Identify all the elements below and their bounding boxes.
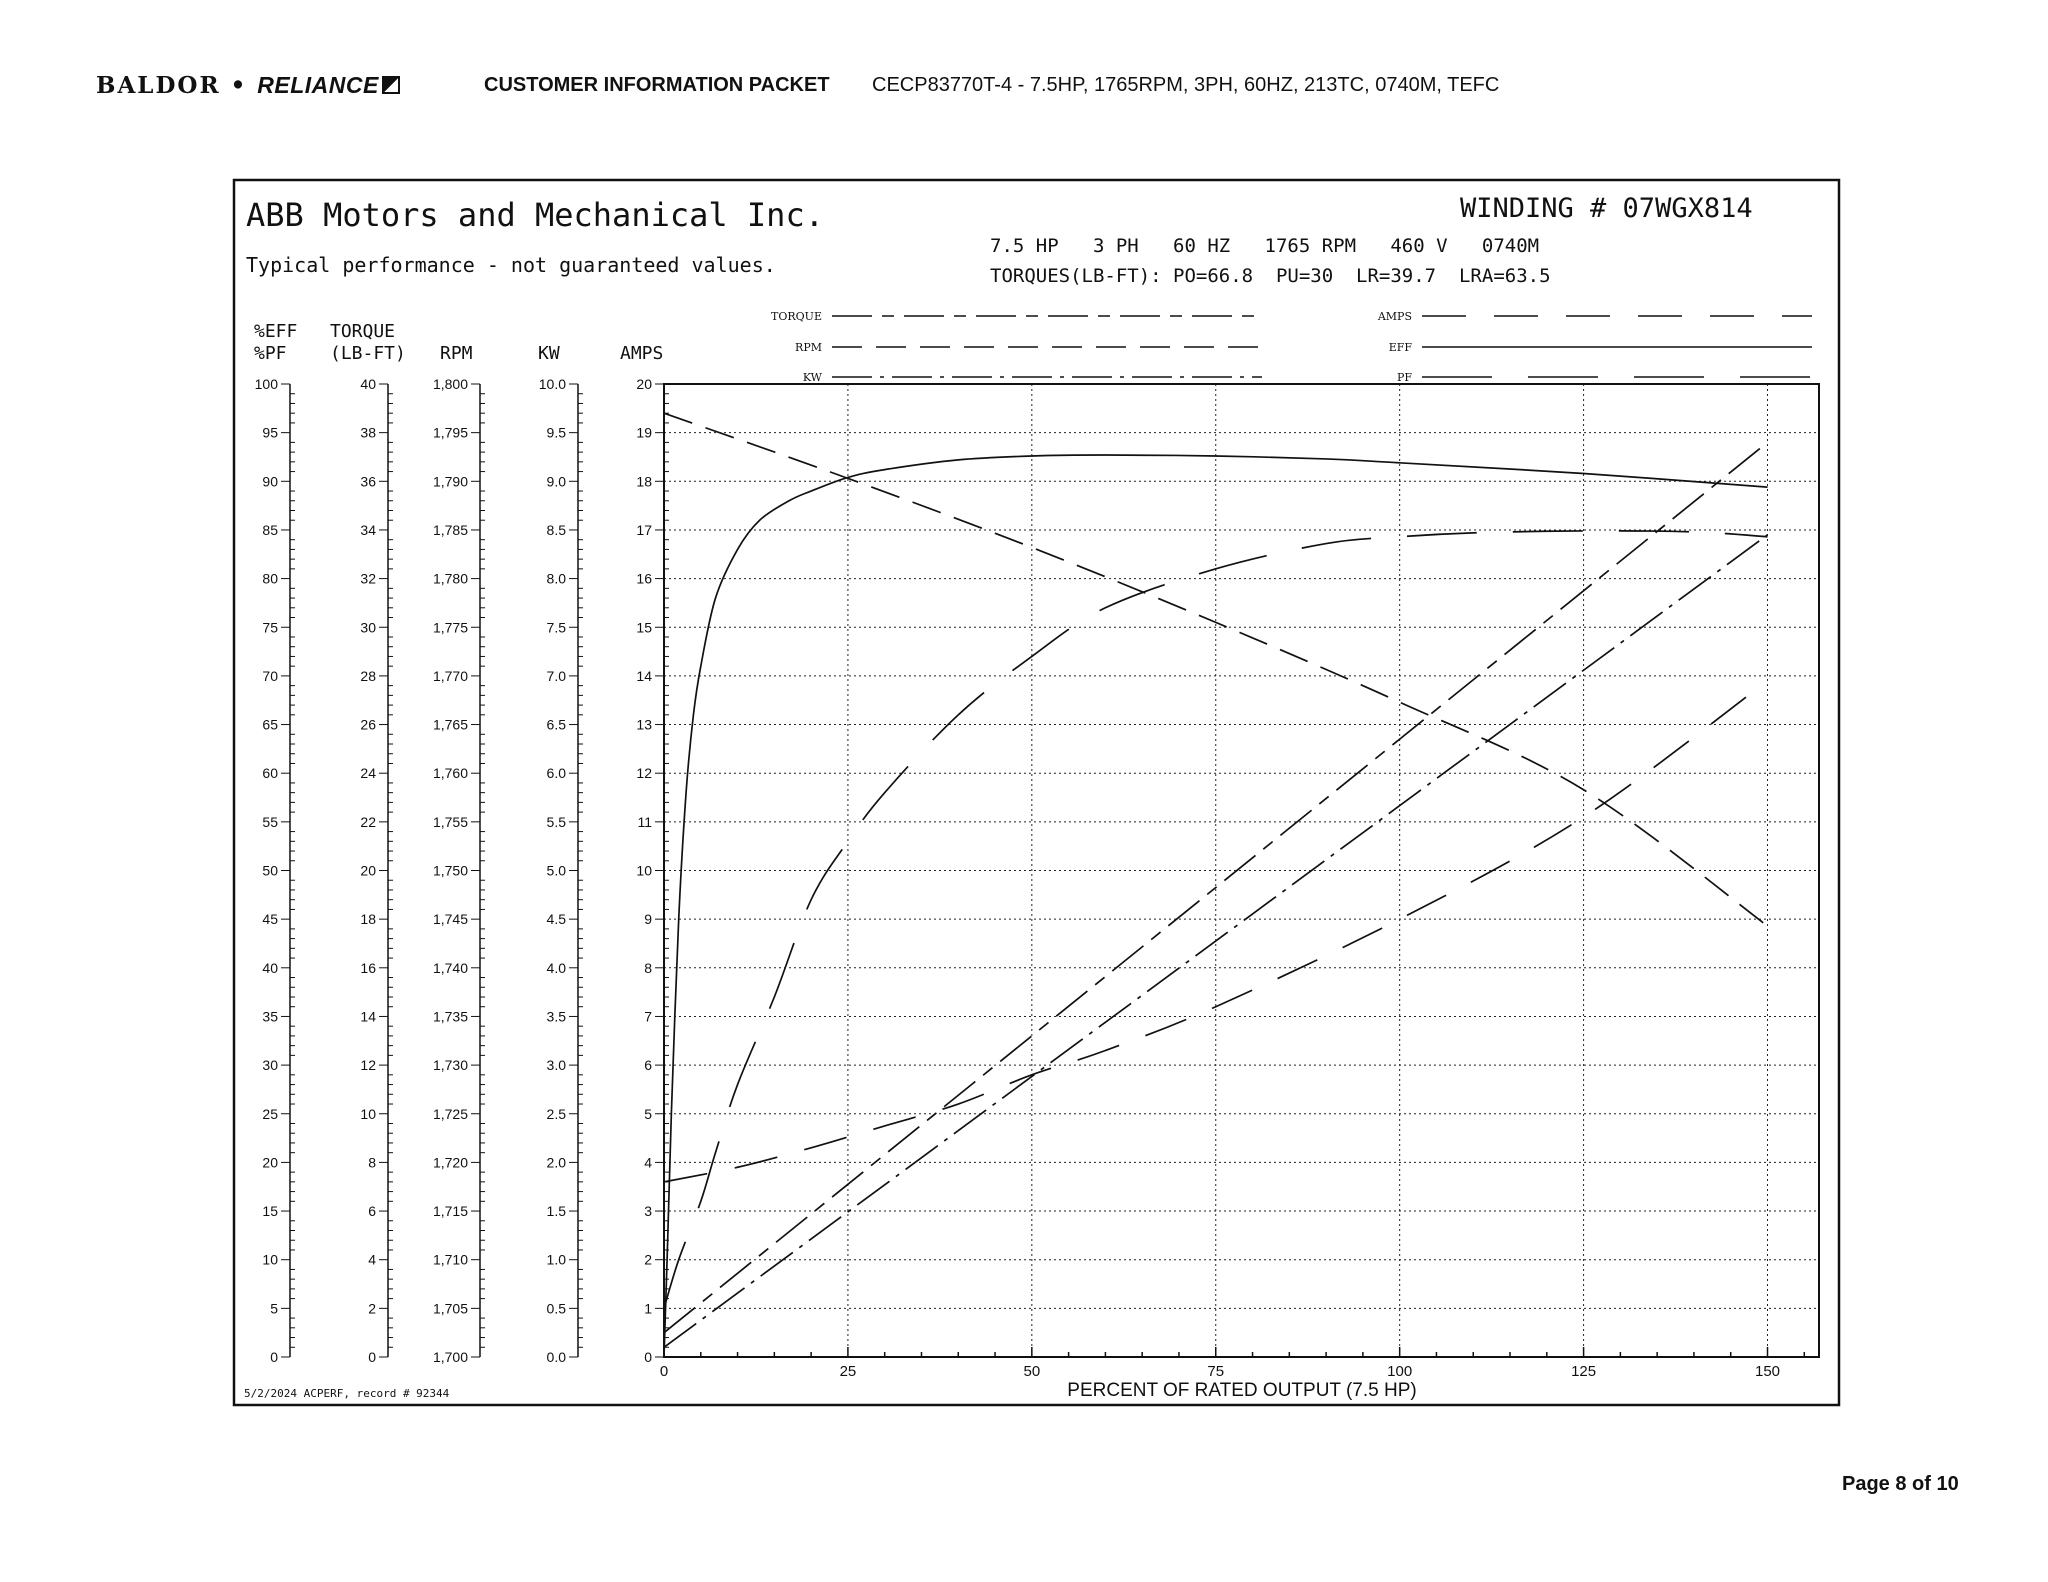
axis-label: 6 xyxy=(644,1057,652,1074)
axis-label: 22 xyxy=(360,813,376,830)
axis-label: 15 xyxy=(636,619,652,636)
axis-label: 80 xyxy=(262,570,278,587)
axis-label: 1,705 xyxy=(432,1300,468,1317)
axis-label: 10 xyxy=(636,862,652,879)
axis-label: 18 xyxy=(636,473,652,490)
axis-label: 1,765 xyxy=(432,716,468,733)
axis-label: 32 xyxy=(360,570,376,587)
axis-torque xyxy=(360,376,393,1365)
axis-label: 34 xyxy=(360,521,376,538)
axis-label: 30 xyxy=(262,1057,278,1074)
axis-label: 10.0 xyxy=(538,376,566,392)
axis-title-eff: %PF xyxy=(254,343,287,364)
axis-label: 1,755 xyxy=(432,813,468,830)
axis-label: 8 xyxy=(368,1154,376,1171)
axis-label: 19 xyxy=(636,424,652,441)
axis-label: 30 xyxy=(360,619,376,636)
axis-label: 9 xyxy=(644,911,652,928)
axis-label: 5.5 xyxy=(546,813,566,830)
axis-label: 38 xyxy=(360,424,376,441)
axis-label: 9.0 xyxy=(546,473,566,490)
axis-label: 95 xyxy=(262,424,278,441)
axis-title-torque: (LB-FT) xyxy=(330,343,406,364)
legend-label: PF xyxy=(1396,371,1412,384)
axis-label: 1,730 xyxy=(432,1057,468,1074)
axis-label: 16 xyxy=(636,570,652,587)
legend-label: AMPS xyxy=(1377,310,1412,323)
chart-disclaimer: Typical performance - not guaranteed values. xyxy=(246,253,776,277)
axis-label: 75 xyxy=(262,619,278,636)
axis-label: 0.5 xyxy=(546,1300,566,1317)
axis-label: 1,740 xyxy=(432,959,468,976)
chart-frame xyxy=(234,180,1839,1405)
axis-label: 6.5 xyxy=(546,716,566,733)
axis-label: 35 xyxy=(262,1008,278,1025)
axis-title-amps: AMPS xyxy=(620,343,664,364)
axis-label: 90 xyxy=(262,473,278,490)
axis-label: 20 xyxy=(636,376,652,392)
axis-label: 16 xyxy=(360,959,376,976)
axis-titles xyxy=(254,321,663,364)
axis-label: 25 xyxy=(262,1105,278,1122)
axis-label: 1,780 xyxy=(432,570,468,587)
axis-label: 55 xyxy=(262,813,278,830)
axis-label: 65 xyxy=(262,716,278,733)
axis-label: 1,790 xyxy=(432,473,468,490)
axis-label: 0 xyxy=(270,1349,278,1365)
axis-label: 26 xyxy=(360,716,376,733)
axis-label: 1,775 xyxy=(432,619,468,636)
axis-label: 0.0 xyxy=(546,1349,566,1365)
axis-label: 60 xyxy=(262,765,278,782)
axis-label: 45 xyxy=(262,911,278,928)
axis-title-torque: TORQUE xyxy=(330,321,396,342)
x-tick-label: 50 xyxy=(1023,1363,1041,1380)
axis-label: 17 xyxy=(636,521,652,538)
axis-label: 12 xyxy=(360,1057,376,1074)
axis-label: 4 xyxy=(368,1251,376,1268)
axis-label: 3 xyxy=(644,1203,652,1220)
axis-label: 1,700 xyxy=(432,1349,468,1365)
axis-label: 40 xyxy=(262,959,278,976)
legend-label: RPM xyxy=(795,341,822,354)
axis-label: 36 xyxy=(360,473,376,490)
chart-record: 5/2/2024 ACPERF, record # 92344 xyxy=(244,1387,450,1400)
axis-label: 28 xyxy=(360,667,376,684)
axis-label: 18 xyxy=(360,911,376,928)
x-tick-label: 0 xyxy=(659,1363,669,1380)
axis-label: 14 xyxy=(636,667,652,684)
axis-label: 7 xyxy=(644,1008,652,1025)
chart-winding: WINDING # 07WGX814 xyxy=(1460,193,1753,224)
axis-label: 70 xyxy=(262,667,278,684)
doc-type: CUSTOMER INFORMATION PACKET xyxy=(484,74,830,96)
axis-label: 1 xyxy=(644,1300,652,1317)
axis-label: 1,725 xyxy=(432,1105,468,1122)
doc-subtitle: CECP83770T-4 - 7.5HP, 1765RPM, 3PH, 60HZ, 213TC, 0740M, TEFC xyxy=(872,74,1500,96)
legend-label: EFF xyxy=(1388,341,1412,354)
axis-label: 15 xyxy=(262,1203,278,1220)
axis-label: 5.0 xyxy=(546,862,566,879)
axis-label: 8.0 xyxy=(546,570,566,587)
axis-label: 1,715 xyxy=(432,1203,468,1220)
axis-label: 7.0 xyxy=(546,667,566,684)
x-tick-label: 75 xyxy=(1207,1363,1225,1380)
axis-label: 6 xyxy=(368,1203,376,1220)
axis-label: 5 xyxy=(644,1105,652,1122)
axis-label: 1,710 xyxy=(432,1251,468,1268)
axis-label: 20 xyxy=(360,862,376,879)
legend xyxy=(771,310,1812,384)
axis-label: 40 xyxy=(360,376,376,392)
axis-label: 1,770 xyxy=(432,667,468,684)
axis-label: 85 xyxy=(262,521,278,538)
axis-label: 8 xyxy=(644,959,652,976)
axis-label: 8.5 xyxy=(546,521,566,538)
axis-label: 1,800 xyxy=(432,376,468,392)
axis-label: 0 xyxy=(644,1349,652,1365)
plot-grid xyxy=(664,384,1819,1357)
axis-kw xyxy=(539,376,583,1365)
axis-label: 100 xyxy=(254,376,278,392)
left-axes xyxy=(255,376,669,1365)
axis-rpm xyxy=(433,376,485,1365)
brand-right: RELIANCE xyxy=(257,72,379,98)
axis-label: 2.0 xyxy=(546,1154,566,1171)
axis-label: 1,750 xyxy=(432,862,468,879)
axis-label: 7.5 xyxy=(546,619,566,636)
axis-label: 3.5 xyxy=(546,1008,566,1025)
axis-label: 4.0 xyxy=(546,959,566,976)
legend-label: TORQUE xyxy=(771,310,822,323)
axis-title-eff: %EFF xyxy=(254,321,298,342)
axis-label: 10 xyxy=(360,1105,376,1122)
page-number: Page 8 of 10 xyxy=(1842,1473,1959,1495)
legend-label: KW xyxy=(802,371,822,384)
axis-label: 0 xyxy=(368,1349,376,1365)
axis-label: 20 xyxy=(262,1154,278,1171)
axis-label: 1,735 xyxy=(432,1008,468,1025)
axis-label: 12 xyxy=(636,765,652,782)
x-tick-label: 150 xyxy=(1754,1363,1781,1380)
axis-eff xyxy=(255,376,295,1365)
axis-label: 10 xyxy=(262,1251,278,1268)
axis-label: 1,760 xyxy=(432,765,468,782)
axis-label: 9.5 xyxy=(546,424,566,441)
axis-label: 24 xyxy=(360,765,376,782)
axis-label: 2.5 xyxy=(546,1105,566,1122)
axis-label: 50 xyxy=(262,862,278,879)
axis-label: 3.0 xyxy=(546,1057,566,1074)
axis-label: 2 xyxy=(644,1251,652,1268)
x-tick-label: 100 xyxy=(1387,1363,1413,1380)
axis-label: 4.5 xyxy=(546,911,566,928)
axis-title-rpm: RPM xyxy=(440,343,473,364)
axis-label: 1.0 xyxy=(546,1251,566,1268)
chart-torques: TORQUES(LB-FT): PO=66.8 PU=30 LR=39.7 LRA=63.5 xyxy=(990,265,1551,287)
chart-company: ABB Motors and Mechanical Inc. xyxy=(246,196,824,234)
axis-label: 1,720 xyxy=(432,1154,468,1171)
axis-label: 4 xyxy=(644,1154,652,1171)
axis-label: 14 xyxy=(360,1008,376,1025)
axis-label: 1,745 xyxy=(432,911,468,928)
axis-label: 1.5 xyxy=(546,1203,566,1220)
chart-specs: 7.5 HP 3 PH 60 HZ 1765 RPM 460 V 0740M xyxy=(990,235,1540,257)
axis-label: 11 xyxy=(637,813,652,830)
axis-label: 1,785 xyxy=(432,521,468,538)
x-tick-label: 125 xyxy=(1571,1363,1597,1380)
brand-separator: • xyxy=(230,72,248,99)
x-tick-label: 25 xyxy=(839,1363,857,1380)
axis-title-kw: KW xyxy=(538,343,560,364)
x-axis xyxy=(660,1347,1804,1380)
axis-label: 5 xyxy=(270,1300,278,1317)
brand-left: BALDOR xyxy=(96,72,221,99)
axis-label: 1,795 xyxy=(432,424,468,441)
axis-label: 6.0 xyxy=(546,765,566,782)
x-axis-label: PERCENT OF RATED OUTPUT (7.5 HP) xyxy=(1067,1380,1417,1401)
axis-label: 13 xyxy=(636,716,652,733)
axis-label: 2 xyxy=(368,1300,376,1317)
